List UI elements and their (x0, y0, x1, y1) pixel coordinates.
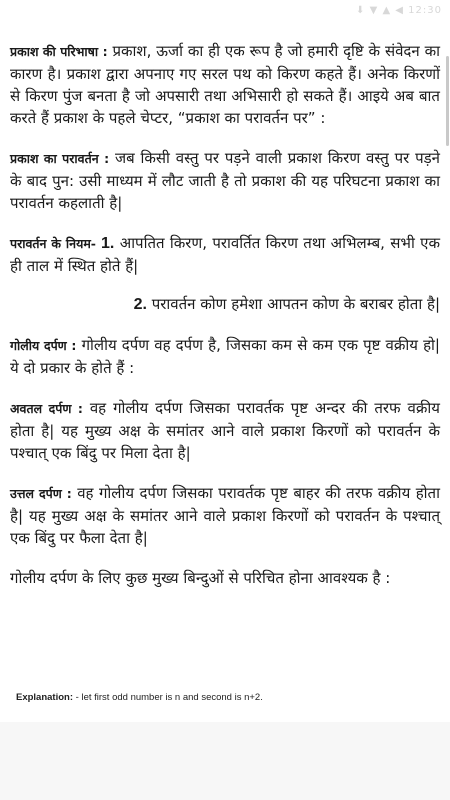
second-law-paragraph (10, 293, 440, 316)
laws-of-reflection-paragraph (10, 232, 440, 277)
paragraph-text: जब किसी वस्तु पर पड़ने वाली प्रकाश किरण वस्तु पर पड़ने के बाद पुन: उसी माध्यम में लौट जाती है तो प्रकाश की यह परिघटना प्रकाश का परावर्तन कहलाती है| (10, 149, 440, 212)
paragraph-text: वह गोलीय दर्पण जिसका परावर्तक पृष्ट अन्दर की तरफ वक्रीय होता है| यह मुख्य अक्ष के समांतर आने वाले प्रकाश किरणों को परावर्तन के पश्चात् एक बिंदु पर मिला देता है| (10, 399, 440, 462)
paragraph-term: उत्तल दर्पण : (10, 486, 72, 501)
spherical-mirror-paragraph (10, 334, 440, 379)
paragraph-term: अवतल दर्पण : (10, 401, 83, 416)
paragraph-text: प्रकाश, ऊर्जा का ही एक रूप है जो हमारी दृष्टि के संवेदन का कारण है। प्रकाश द्वारा अपनाए गए सरल पथ को किरण कहते हैं। अनेक किरणों से किरण पुंज बनता है जो अपसारी तथा अभिसारी हो सकते हैं। आइये अब बात करते हैं प्रकाश के पहले चेप्टर, “प्रकाश का परावर्तन पर” : (10, 42, 440, 127)
list-number: 1. (96, 235, 115, 252)
status-icons: ⬇ ▼ ▲ ◀ 12:30 (356, 5, 442, 16)
paragraph-text: गोलीय दर्पण वह दर्पण है, जिसका कम से कम एक पृष्ट वक्रीय हो| ये दो प्रकार के होते हैं : (10, 336, 440, 377)
scrollbar-thumb[interactable] (446, 56, 449, 146)
paragraph-term: गोलीय दर्पण : (10, 338, 77, 353)
paragraph-term: प्रकाश की परिभाषा : (10, 44, 108, 59)
paragraph-text: आपतित किरण, परावर्तित किरण तथा अभिलम्ब, सभी एक ही ताल में स्थित होते हैं| (10, 234, 441, 275)
concave-mirror-paragraph (10, 397, 440, 464)
paragraph-text: गोलीय दर्पण के लिए कुछ मुख्य बिन्दुओं से परिचित होना आवश्यक है : (10, 569, 391, 587)
convex-mirror-paragraph (10, 482, 440, 549)
explanation-label: Explanation: (16, 692, 74, 703)
bottom-area (0, 722, 450, 800)
explanation-text: - let first odd number is n and second is n+2. (73, 692, 263, 703)
scrollbar[interactable] (446, 26, 450, 746)
article-content (10, 40, 440, 607)
key-points-intro-paragraph (10, 567, 440, 589)
explanation-line (16, 692, 436, 703)
paragraph-term: प्रकाश का परावर्तन : (10, 151, 110, 166)
paragraph-text: परावर्तन कोण हमेशा आपतन कोण के बराबर होता है| (146, 295, 440, 313)
paragraph-text: वह गोलीय दर्पण जिसका परावर्तक पृष्ट बाहर की तरफ वक्रीय होता है| यह मुख्य अक्ष के समांतर आने वाले प्रकाश किरणों को परावर्तन के पश्चात् एक बिंदु पर फैला देता है| (10, 484, 440, 547)
reflection-of-light-paragraph (10, 147, 440, 214)
list-number: 2. (133, 296, 147, 313)
status-bar (0, 0, 450, 24)
paragraph-term: परावर्तन के नियम- (10, 236, 96, 251)
definition-of-light-paragraph (10, 40, 440, 129)
